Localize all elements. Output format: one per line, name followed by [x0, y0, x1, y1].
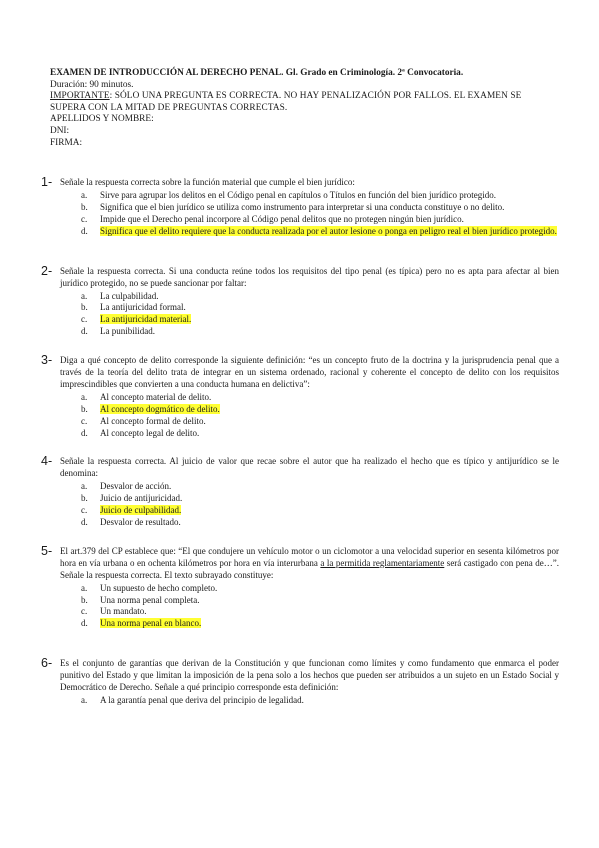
option-letter: d.: [81, 326, 88, 337]
option-letter: b.: [81, 403, 88, 414]
exam-title: EXAMEN DE INTRODUCCIÓN AL DERECHO PENAL. Gl. Grado en Criminología. 2ª Convocatoria.: [50, 68, 464, 78]
option-letter: b.: [81, 594, 88, 605]
question-number: 2-: [41, 263, 53, 278]
option-text: Una norma penal completa.: [100, 594, 200, 605]
option-a[interactable]: [60, 695, 559, 707]
option-letter: a.: [81, 694, 88, 705]
option-text: A la garantía penal que deriva del principio de legalidad.: [100, 694, 304, 705]
option-letter: d.: [81, 517, 88, 527]
option-a[interactable]: [60, 190, 559, 202]
question-1: [41, 175, 559, 238]
option-c[interactable]: [60, 214, 559, 226]
options-list: [60, 392, 559, 440]
option-b[interactable]: [60, 595, 559, 607]
option-letter: d.: [81, 618, 88, 629]
option-text: La antijuricidad material.: [100, 314, 192, 325]
question-5: [41, 543, 560, 630]
option-text: La punibilidad.: [100, 326, 155, 337]
option-b[interactable]: [60, 202, 559, 214]
option-text: Significa que el bien jurídico se utiliza como instrumento para interpretar si una conducta constituye o no delito.: [100, 201, 505, 212]
options-list: [60, 695, 559, 707]
option-letter: c.: [81, 606, 88, 617]
option-b-highlighted[interactable]: [60, 404, 559, 416]
option-text: Impide que el Derecho penal incorpore al Código penal delitos que no protegen ningún bien jurídico.: [100, 213, 464, 224]
option-b[interactable]: [60, 302, 559, 314]
question-text: Es el conjunto de garantías que derivan de la Constitución y que funcionan como límites y como fundamento que enmarca el poder punitivo del Estado y que limitan la imposición de la pena solo a los hechos que pueden ser atribuidos a un sujeto en un Estado Social y Democrático de Derecho. Señale a qué principio corresponde esta definición:: [60, 658, 559, 693]
option-letter: c.: [81, 505, 88, 516]
option-text: Un mandato.: [100, 606, 147, 617]
options-list: [60, 291, 559, 339]
question-text: Señale la respuesta correcta. Al juicio de valor que recae sobre el autor que ha realizado el hecho que es típico y antijurídico se le denomina:: [60, 456, 559, 479]
option-letter: c.: [81, 415, 88, 426]
option-text: Significa que el delito requiere que la conducta realizada por el autor lesione o ponga en peligro real el bien jurídico protegido.: [100, 225, 557, 236]
option-text: Al concepto legal de delito.: [100, 427, 200, 438]
question-number: 6-: [41, 656, 53, 671]
exam-duration: Duración: 90 minutos.: [50, 79, 134, 90]
option-text: Desvalor de resultado.: [100, 517, 181, 527]
question-number: 1-: [41, 175, 53, 190]
option-c-highlighted[interactable]: [60, 314, 559, 326]
option-c[interactable]: [60, 606, 559, 618]
option-letter: a.: [81, 290, 88, 301]
option-text: La culpabilidad.: [100, 290, 159, 301]
option-d-highlighted[interactable]: [60, 226, 559, 238]
option-letter: c.: [81, 213, 88, 224]
important-text: : SÓLO UNA PREGUNTA ES CORRECTA. NO HAY PENALIZACIÓN POR FALLOS. EL EXAMEN SE SUPERA CON LA MITAD DE PREGUNTAS CORRECTAS.: [50, 91, 522, 113]
dni-field-label: DNI:: [50, 125, 70, 136]
option-text: Un supuesto de hecho completo.: [100, 582, 218, 593]
question-text: [60, 546, 559, 582]
option-d[interactable]: [60, 326, 559, 338]
question-2: [41, 263, 559, 338]
option-letter: b.: [81, 302, 88, 313]
option-text: Al concepto material de delito.: [100, 391, 212, 402]
signature-field-label: FIRMA:: [50, 137, 83, 148]
question-6: [41, 656, 559, 707]
option-letter: b.: [81, 493, 88, 504]
option-a[interactable]: [60, 291, 559, 303]
option-text: Juicio de antijuricidad.: [100, 493, 183, 504]
question-text-before: El art.379 del CP establece que: “El que condujere un vehículo motor o un ciclomotor a una velocidad superior en sesenta kilómetros por hora en vía urbana o en ochenta kilómetros por hora en vía interurbana: [60, 545, 559, 568]
question-text: Señale la respuesta correcta sobre la función material que cumple el bien jurídico:: [60, 177, 355, 188]
question-number: 4-: [41, 454, 53, 469]
option-letter: a.: [81, 190, 88, 201]
important-notice: [50, 91, 559, 114]
option-text: Al concepto formal de delito.: [100, 415, 206, 426]
question-number: 3-: [41, 353, 53, 368]
question-text: Diga a qué concepto de delito corresponde la siguiente definición: “es un concepto fruto de la doctrina y la jurisprudencia penal que a través de la teoría del delito trata de integrar en un sistema ordenado, racional y coherente el concepto de delito con los requisitos imprescindibles que convierten a una conducta humana en delictiva”:: [60, 355, 559, 389]
option-text: Desvalor de acción.: [100, 481, 172, 492]
option-a[interactable]: [60, 481, 559, 493]
important-label: IMPORTANTE: [50, 91, 110, 102]
option-letter: c.: [81, 314, 88, 325]
option-d[interactable]: [60, 428, 559, 440]
question-3: [41, 353, 559, 439]
option-d[interactable]: [60, 517, 559, 529]
options-list: [60, 190, 559, 238]
option-a[interactable]: [60, 392, 559, 404]
option-text: La antijuricidad formal.: [100, 302, 186, 313]
option-text: Una norma penal en blanco.: [100, 618, 202, 629]
option-a[interactable]: [60, 583, 559, 595]
options-list: [60, 583, 559, 631]
options-list: [60, 481, 559, 529]
option-c-highlighted[interactable]: [60, 505, 559, 517]
option-letter: d.: [81, 427, 88, 438]
question-4: [41, 454, 559, 528]
question-text-after: será castigado con pena de…”. Señale la respuesta correcta. El texto subrayado constituye:: [60, 557, 560, 580]
question-text-underlined: a la permitida reglamentariamente: [320, 557, 445, 568]
option-text: Al concepto dogmático de delito.: [100, 403, 220, 414]
question-text: Señale la respuesta correcta. Si una conducta reúne todos los requisitos del tipo penal (es típica) pero no es apta para afectar al bien jurídico protegido, no se puede sancionar por faltar:: [60, 265, 559, 288]
option-c[interactable]: [60, 416, 559, 428]
option-text: Juicio de culpabilidad.: [100, 505, 182, 516]
option-d-highlighted[interactable]: [60, 618, 559, 630]
option-b[interactable]: [60, 493, 559, 505]
option-letter: a.: [81, 391, 88, 402]
question-number: 5-: [41, 543, 53, 558]
exam-header: [50, 68, 559, 149]
option-text: Sirve para agrupar los delitos en el Código penal en capítulos o Títulos en función del bien jurídico protegido.: [100, 190, 496, 201]
name-field-label: APELLIDOS Y NOMBRE:: [50, 114, 154, 125]
option-letter: a.: [81, 582, 88, 593]
option-letter: a.: [81, 481, 88, 492]
option-letter: b.: [81, 201, 88, 212]
option-letter: d.: [81, 225, 88, 236]
